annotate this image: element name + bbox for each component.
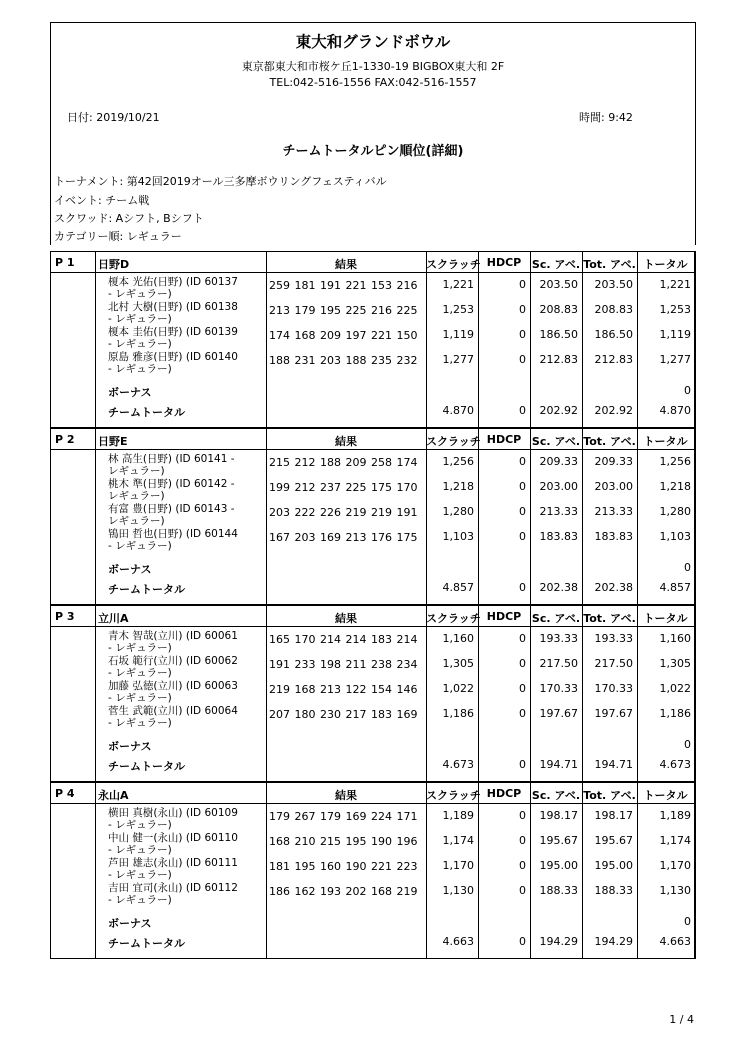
- bonus-label: ボーナス: [108, 740, 152, 753]
- player-tot-avg: 217.50: [594, 657, 633, 670]
- player-name-line2: レギュラー): [108, 465, 165, 477]
- player-name: [108, 503, 265, 527]
- column-divider: [266, 252, 267, 427]
- column-total: トータル: [643, 435, 688, 448]
- player-tot-avg: 195.00: [594, 859, 633, 872]
- player-name: [108, 276, 265, 300]
- player-game-scores: 259 181 191 221 153 216: [269, 279, 418, 292]
- player-name-line2: - レギュラー): [108, 819, 172, 831]
- column-tot-avg: Tot. アベ.: [583, 258, 636, 271]
- player-total: 1,160: [659, 632, 691, 645]
- column-sc-avg: Sc. アベ.: [531, 789, 581, 802]
- player-hdcp: 0: [519, 884, 526, 897]
- player-tot-avg: 209.33: [594, 455, 633, 468]
- player-game-scores: 203 222 226 219 219 191: [269, 506, 418, 519]
- player-name-line2: - レギュラー): [108, 540, 172, 552]
- player-total: 1,218: [659, 480, 691, 493]
- player-tot-avg: 183.83: [594, 530, 633, 543]
- player-sc-avg: 193.33: [539, 632, 578, 645]
- team-total-tot-avg: 202.92: [594, 404, 633, 417]
- player-sc-avg: 213.33: [539, 505, 578, 518]
- bonus-label: ボーナス: [108, 917, 152, 930]
- team-total-label: チームトータル: [108, 937, 185, 950]
- player-tot-avg: 203.00: [594, 480, 633, 493]
- team-total-total: 4.673: [659, 758, 691, 771]
- team-rank: P 2: [55, 433, 75, 446]
- bonus-label: ボーナス: [108, 563, 152, 576]
- player-hdcp: 0: [519, 657, 526, 670]
- player-tot-avg: 208.83: [594, 303, 633, 316]
- player-game-scores: 168 210 215 195 190 196: [269, 835, 418, 848]
- player-hdcp: 0: [519, 303, 526, 316]
- player-name: [108, 655, 265, 679]
- player-hdcp: 0: [519, 530, 526, 543]
- column-results: 結果: [335, 258, 357, 271]
- player-hdcp: 0: [519, 328, 526, 341]
- player-hdcp: 0: [519, 278, 526, 291]
- player-name-line1: 芦田 雄志(永山) (ID 60111: [108, 857, 238, 869]
- team-header-row: [51, 783, 695, 804]
- team-block: [50, 428, 696, 605]
- column-hdcp: HDCP: [486, 256, 522, 269]
- player-name-line2: - レギュラー): [108, 844, 172, 856]
- player-name: [108, 453, 265, 477]
- column-hdcp: HDCP: [486, 433, 522, 446]
- player-hdcp: 0: [519, 480, 526, 493]
- player-scratch: 1,174: [442, 834, 474, 847]
- bonus-value: 0: [684, 561, 691, 574]
- team-total-label: チームトータル: [108, 406, 185, 419]
- column-tot-avg: Tot. アベ.: [583, 789, 636, 802]
- player-scratch: 1,277: [442, 353, 474, 366]
- column-sc-avg: Sc. アベ.: [531, 258, 581, 271]
- column-divider: [95, 606, 96, 781]
- player-tot-avg: 186.50: [594, 328, 633, 341]
- player-name-line2: - レギュラー): [108, 338, 172, 350]
- player-tot-avg: 203.50: [594, 278, 633, 291]
- bonus-value: 0: [684, 915, 691, 928]
- player-tot-avg: 193.33: [594, 632, 633, 645]
- player-sc-avg: 198.17: [539, 809, 578, 822]
- player-hdcp: 0: [519, 455, 526, 468]
- column-results: 結果: [335, 435, 357, 448]
- player-hdcp: 0: [519, 353, 526, 366]
- column-divider: [95, 252, 96, 427]
- column-tot-avg: Tot. アベ.: [583, 435, 636, 448]
- player-name-line2: レギュラー): [108, 515, 165, 527]
- player-name-line1: 桃木 準(日野) (ID 60142 -: [108, 478, 235, 490]
- column-divider: [694, 606, 695, 781]
- player-hdcp: 0: [519, 834, 526, 847]
- player-scratch: 1,160: [442, 632, 474, 645]
- player-game-scores: 188 231 203 188 235 232: [269, 354, 418, 367]
- player-tot-avg: 212.83: [594, 353, 633, 366]
- column-tot-avg: Tot. アベ.: [583, 612, 636, 625]
- team-block: [50, 782, 696, 959]
- player-sc-avg: 186.50: [539, 328, 578, 341]
- player-game-scores: 219 168 213 122 154 146: [269, 683, 418, 696]
- player-tot-avg: 197.67: [594, 707, 633, 720]
- player-scratch: 1,253: [442, 303, 474, 316]
- player-sc-avg: 188.33: [539, 884, 578, 897]
- player-hdcp: 0: [519, 809, 526, 822]
- player-name-line1: 榎本 光佑(日野) (ID 60137: [108, 276, 238, 288]
- team-rank: P 4: [55, 787, 75, 800]
- player-sc-avg: 195.67: [539, 834, 578, 847]
- player-total: 1,221: [659, 278, 691, 291]
- player-scratch: 1,280: [442, 505, 474, 518]
- column-divider: [694, 252, 695, 427]
- player-tot-avg: 170.33: [594, 682, 633, 695]
- player-name: [108, 301, 265, 325]
- column-results: 結果: [335, 612, 357, 625]
- player-sc-avg: 195.00: [539, 859, 578, 872]
- column-hdcp: HDCP: [486, 787, 522, 800]
- column-divider: [694, 429, 695, 604]
- squad-name: スクワッド: Aシフト, Bシフト: [54, 212, 204, 225]
- player-scratch: 1,256: [442, 455, 474, 468]
- player-name-line1: 石坂 範行(立川) (ID 60062: [108, 655, 238, 667]
- player-name-line1: 吉田 宜司(永山) (ID 60112: [108, 882, 238, 894]
- player-name-line2: - レギュラー): [108, 894, 172, 906]
- team-total-label: チームトータル: [108, 583, 185, 596]
- team-total-total: 4.857: [659, 581, 691, 594]
- player-scratch: 1,103: [442, 530, 474, 543]
- player-scratch: 1,130: [442, 884, 474, 897]
- player-tot-avg: 198.17: [594, 809, 633, 822]
- player-name-line2: - レギュラー): [108, 667, 172, 679]
- team-name: 立川A: [98, 612, 129, 625]
- player-name: [108, 326, 265, 350]
- team-name: 日野E: [98, 435, 128, 448]
- column-scratch: スクラッチ: [426, 789, 481, 802]
- player-name: [108, 680, 265, 704]
- team-total-scratch: 4.663: [442, 935, 474, 948]
- player-name-line1: 原島 雅彦(日野) (ID 60140: [108, 351, 238, 363]
- report-time: 時間: 9:42: [579, 111, 633, 124]
- player-scratch: 1,022: [442, 682, 474, 695]
- player-tot-avg: 195.67: [594, 834, 633, 847]
- player-game-scores: 167 203 169 213 176 175: [269, 531, 418, 544]
- player-name: [108, 528, 265, 552]
- player-name-line2: - レギュラー): [108, 717, 172, 729]
- team-total-scratch: 4.870: [442, 404, 474, 417]
- player-name: [108, 705, 265, 729]
- player-name-line2: - レギュラー): [108, 869, 172, 881]
- player-total: 1,174: [659, 834, 691, 847]
- team-total-sc-avg: 194.29: [539, 935, 578, 948]
- player-hdcp: 0: [519, 682, 526, 695]
- column-sc-avg: Sc. アベ.: [531, 435, 581, 448]
- player-name: [108, 882, 265, 906]
- player-sc-avg: 183.83: [539, 530, 578, 543]
- player-name-line1: 青木 智哉(立川) (ID 60061: [108, 630, 238, 642]
- team-rank: P 3: [55, 610, 75, 623]
- team-total-scratch: 4.673: [442, 758, 474, 771]
- team-total-tot-avg: 202.38: [594, 581, 633, 594]
- player-hdcp: 0: [519, 632, 526, 645]
- player-name-line1: 中山 健一(永山) (ID 60110: [108, 832, 238, 844]
- team-total-total: 4.663: [659, 935, 691, 948]
- player-name: [108, 630, 265, 654]
- player-hdcp: 0: [519, 859, 526, 872]
- player-name-line1: 有富 豊(日野) (ID 60143 -: [108, 503, 235, 515]
- event-name: イベント: チーム戦: [54, 194, 150, 207]
- player-sc-avg: 217.50: [539, 657, 578, 670]
- player-game-scores: 191 233 198 211 238 234: [269, 658, 418, 671]
- player-sc-avg: 208.83: [539, 303, 578, 316]
- player-name-line2: - レギュラー): [108, 642, 172, 654]
- tournament-name: トーナメント: 第42回2019オール三多摩ボウリングフェスティバル: [54, 175, 387, 188]
- bonus-label: ボーナス: [108, 386, 152, 399]
- player-total: 1,130: [659, 884, 691, 897]
- player-scratch: 1,218: [442, 480, 474, 493]
- player-total: 1,253: [659, 303, 691, 316]
- team-total-hdcp: 0: [519, 935, 526, 948]
- player-name-line1: 横田 真樹(永山) (ID 60109: [108, 807, 238, 819]
- team-rank: P 1: [55, 256, 75, 269]
- player-scratch: 1,119: [442, 328, 474, 341]
- player-total: 1,305: [659, 657, 691, 670]
- team-total-hdcp: 0: [519, 581, 526, 594]
- column-results: 結果: [335, 789, 357, 802]
- player-total: 1,022: [659, 682, 691, 695]
- player-scratch: 1,189: [442, 809, 474, 822]
- venue-address: 東京都東大和市桜ケ丘1-1330-19 BIGBOX東大和 2F: [241, 60, 505, 73]
- player-game-scores: 179 267 179 169 224 171: [269, 810, 418, 823]
- player-sc-avg: 203.00: [539, 480, 578, 493]
- player-scratch: 1,221: [442, 278, 474, 291]
- player-name: [108, 857, 265, 881]
- player-tot-avg: 213.33: [594, 505, 633, 518]
- player-hdcp: 0: [519, 707, 526, 720]
- column-sc-avg: Sc. アベ.: [531, 612, 581, 625]
- player-name-line1: 加藤 弘徳(立川) (ID 60063: [108, 680, 238, 692]
- column-total: トータル: [643, 258, 688, 271]
- venue-name: 東大和グランドボウル: [295, 33, 451, 51]
- player-game-scores: 165 170 214 214 183 214: [269, 633, 418, 646]
- column-hdcp: HDCP: [486, 610, 522, 623]
- player-scratch: 1,305: [442, 657, 474, 670]
- column-divider: [694, 783, 695, 958]
- column-total: トータル: [643, 612, 688, 625]
- player-name-line1: 鴇田 哲也(日野) (ID 60144: [108, 528, 238, 540]
- player-name-line2: - レギュラー): [108, 692, 172, 704]
- player-sc-avg: 212.83: [539, 353, 578, 366]
- column-divider: [266, 783, 267, 958]
- team-name: 永山A: [98, 789, 129, 802]
- player-scratch: 1,170: [442, 859, 474, 872]
- category-order: カテゴリー順: レギュラー: [54, 230, 182, 243]
- column-total: トータル: [643, 789, 688, 802]
- team-total-sc-avg: 194.71: [539, 758, 578, 771]
- player-game-scores: 181 195 160 190 221 223: [269, 860, 418, 873]
- team-block: [50, 605, 696, 782]
- team-total-label: チームトータル: [108, 760, 185, 773]
- player-game-scores: 207 180 230 217 183 169: [269, 708, 418, 721]
- player-sc-avg: 203.50: [539, 278, 578, 291]
- column-scratch: スクラッチ: [426, 258, 481, 271]
- team-total-sc-avg: 202.92: [539, 404, 578, 417]
- player-name-line1: 林 高生(日野) (ID 60141 -: [108, 453, 235, 465]
- team-total-scratch: 4.857: [442, 581, 474, 594]
- report-date: 日付: 2019/10/21: [67, 111, 160, 124]
- player-total: 1,119: [659, 328, 691, 341]
- team-total-hdcp: 0: [519, 758, 526, 771]
- player-total: 1,280: [659, 505, 691, 518]
- bonus-value: 0: [684, 384, 691, 397]
- player-sc-avg: 197.67: [539, 707, 578, 720]
- player-total: 1,277: [659, 353, 691, 366]
- player-game-scores: 215 212 188 209 258 174: [269, 456, 418, 469]
- player-name-line2: - レギュラー): [108, 313, 172, 325]
- column-divider: [266, 606, 267, 781]
- player-game-scores: 186 162 193 202 168 219: [269, 885, 418, 898]
- player-name: [108, 478, 265, 502]
- player-game-scores: 213 179 195 225 216 225: [269, 304, 418, 317]
- team-header-row: [51, 606, 695, 627]
- player-total: 1,170: [659, 859, 691, 872]
- report-title: チームトータルピン順位(詳細): [282, 144, 464, 159]
- column-scratch: スクラッチ: [426, 435, 481, 448]
- column-scratch: スクラッチ: [426, 612, 481, 625]
- column-divider: [95, 429, 96, 604]
- venue-tel-fax: TEL:042-516-1556 FAX:042-516-1557: [269, 76, 477, 89]
- player-scratch: 1,186: [442, 707, 474, 720]
- team-total-hdcp: 0: [519, 404, 526, 417]
- player-name-line1: 榎本 圭佑(日野) (ID 60139: [108, 326, 238, 338]
- player-tot-avg: 188.33: [594, 884, 633, 897]
- player-name: [108, 351, 265, 375]
- player-name-line2: - レギュラー): [108, 288, 172, 300]
- team-block: [50, 251, 696, 428]
- player-game-scores: 199 212 237 225 175 170: [269, 481, 418, 494]
- team-total-sc-avg: 202.38: [539, 581, 578, 594]
- player-name-line2: - レギュラー): [108, 363, 172, 375]
- report-header: [50, 22, 696, 245]
- team-total-tot-avg: 194.29: [594, 935, 633, 948]
- player-name-line1: 菅生 武範(立川) (ID 60064: [108, 705, 238, 717]
- page-number: 1 / 4: [669, 1013, 694, 1026]
- player-sc-avg: 170.33: [539, 682, 578, 695]
- player-name: [108, 832, 265, 856]
- player-total: 1,103: [659, 530, 691, 543]
- column-divider: [266, 429, 267, 604]
- player-total: 1,256: [659, 455, 691, 468]
- team-total-total: 4.870: [659, 404, 691, 417]
- column-divider: [95, 783, 96, 958]
- player-total: 1,186: [659, 707, 691, 720]
- player-total: 1,189: [659, 809, 691, 822]
- player-name: [108, 807, 265, 831]
- player-name-line1: 北村 大樹(日野) (ID 60138: [108, 301, 238, 313]
- team-name: 日野D: [98, 258, 130, 271]
- player-game-scores: 174 168 209 197 221 150: [269, 329, 418, 342]
- bonus-value: 0: [684, 738, 691, 751]
- team-total-tot-avg: 194.71: [594, 758, 633, 771]
- player-sc-avg: 209.33: [539, 455, 578, 468]
- player-name-line2: レギュラー): [108, 490, 165, 502]
- team-header-row: [51, 429, 695, 450]
- team-header-row: [51, 252, 695, 273]
- player-hdcp: 0: [519, 505, 526, 518]
